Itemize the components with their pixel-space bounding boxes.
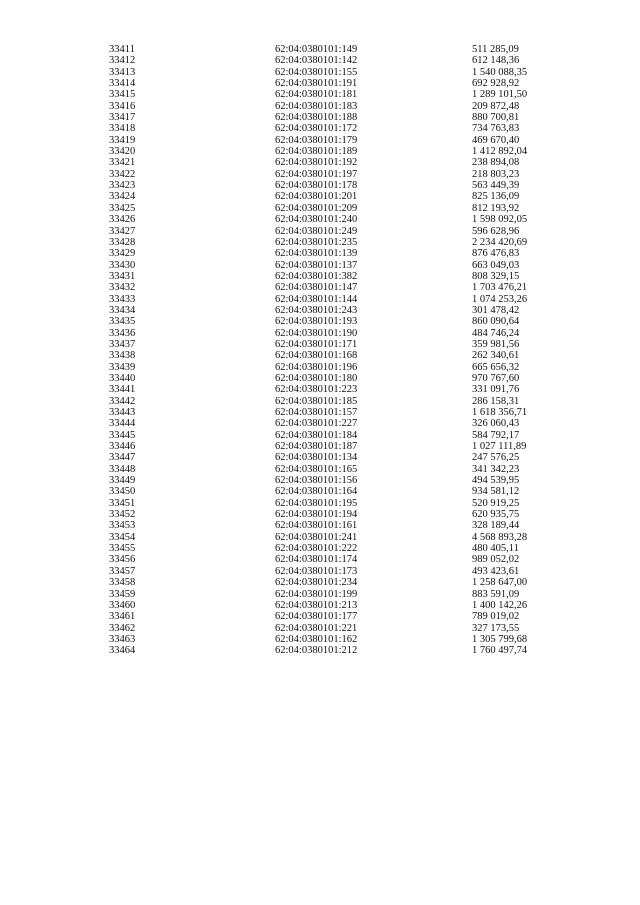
cadastral-number-cell: 62:04:0380101:249	[275, 225, 358, 237]
row-number-cell: 33416	[109, 100, 136, 112]
table-row	[109, 589, 572, 600]
cadastral-number-cell: 62:04:0380101:165	[275, 463, 358, 475]
cadastral-value-cell: 665 656,32	[472, 361, 520, 373]
row-number-cell: 33432	[109, 282, 136, 294]
cadastral-value-cell: 734 763,83	[472, 123, 520, 135]
table-row	[109, 645, 572, 656]
cadastral-number-cell: 62:04:0380101:212	[275, 645, 358, 657]
table-row	[109, 339, 572, 350]
table-row	[109, 373, 572, 384]
row-number-cell: 33413	[109, 66, 136, 78]
cadastral-number-cell: 62:04:0380101:221	[275, 622, 358, 634]
cadastral-value-cell: 596 628,96	[472, 225, 520, 237]
cadastral-number-cell: 62:04:0380101:142	[275, 55, 358, 67]
cadastral-value-cell: 1 027 111,89	[472, 441, 527, 453]
row-number-cell: 33422	[109, 168, 136, 180]
row-number-cell: 33453	[109, 520, 136, 532]
cadastral-number-cell: 62:04:0380101:137	[275, 259, 358, 271]
cadastral-value-cell: 286 158,31	[472, 395, 520, 407]
row-number-cell: 33421	[109, 157, 136, 169]
row-number-cell: 33433	[109, 293, 136, 305]
row-number-cell: 33447	[109, 452, 136, 464]
cadastral-number-cell: 62:04:0380101:168	[275, 350, 358, 362]
cadastral-value-cell: 880 700,81	[472, 112, 520, 124]
table-row	[109, 271, 572, 282]
table-row	[109, 532, 572, 543]
row-number-cell: 33448	[109, 463, 136, 475]
cadastral-value-cell: 970 767,60	[472, 372, 520, 384]
row-number-cell: 33429	[109, 248, 136, 260]
row-number-cell: 33441	[109, 384, 136, 396]
row-number-cell: 33420	[109, 146, 136, 158]
cadastral-number-cell: 62:04:0380101:188	[275, 112, 358, 124]
cadastral-number-cell: 62:04:0380101:190	[275, 327, 358, 339]
row-number-cell: 33449	[109, 475, 136, 487]
cadastral-number-cell: 62:04:0380101:144	[275, 293, 358, 305]
cadastral-number-cell: 62:04:0380101:197	[275, 168, 358, 180]
table-row	[109, 260, 572, 271]
cadastral-value-cell: 301 478,42	[472, 304, 520, 316]
table-row	[109, 554, 572, 565]
table-row	[109, 135, 572, 146]
table-row	[109, 452, 572, 463]
cadastral-number-cell: 62:04:0380101:235	[275, 236, 358, 248]
table-row	[109, 520, 572, 531]
table-row	[109, 294, 572, 305]
row-number-cell: 33431	[109, 270, 136, 282]
row-number-cell: 33411	[109, 44, 135, 55]
cadastral-value-cell: 469 670,40	[472, 134, 520, 146]
row-number-cell: 33424	[109, 191, 136, 203]
cadastral-value-cell: 262 340,61	[472, 350, 520, 362]
table-row	[109, 384, 572, 395]
table-row	[109, 214, 572, 225]
cadastral-number-cell: 62:04:0380101:179	[275, 134, 358, 146]
cadastral-number-cell: 62:04:0380101:139	[275, 248, 358, 260]
table-row	[109, 498, 572, 509]
table-row	[109, 464, 572, 475]
cadastral-number-cell: 62:04:0380101:184	[275, 429, 358, 441]
row-number-cell: 33428	[109, 236, 136, 248]
table-row	[109, 123, 572, 134]
table-row	[109, 67, 572, 78]
row-number-cell: 33418	[109, 123, 136, 135]
cadastral-number-cell: 62:04:0380101:201	[275, 191, 358, 203]
cadastral-value-cell: 209 872,48	[472, 100, 520, 112]
cadastral-value-cell: 1 074 253,26	[472, 293, 528, 305]
row-number-cell: 33454	[109, 531, 136, 543]
cadastral-number-cell: 62:04:0380101:243	[275, 304, 358, 316]
cadastral-value-cell: 692 928,92	[472, 78, 520, 90]
cadastral-number-cell: 62:04:0380101:234	[275, 577, 358, 589]
cadastral-value-cell: 563 449,39	[472, 180, 520, 192]
cadastral-number-cell: 62:04:0380101:161	[275, 520, 358, 532]
cadastral-value-cell: 584 792,17	[472, 429, 520, 441]
row-number-cell: 33446	[109, 441, 136, 453]
cadastral-number-cell: 62:04:0380101:157	[275, 407, 358, 418]
row-number-cell: 33444	[109, 418, 136, 430]
cadastral-value-cell: 326 060,43	[472, 418, 520, 430]
table-row	[109, 566, 572, 577]
cadastral-value-cell: 484 746,24	[472, 327, 520, 339]
cadastral-value-cell: 327 173,55	[472, 622, 520, 634]
table-row	[109, 600, 572, 611]
cadastral-number-cell: 62:04:0380101:240	[275, 214, 358, 226]
cadastral-value-cell: 1 540 088,35	[472, 66, 528, 78]
table-row	[109, 328, 572, 339]
row-number-cell: 33419	[109, 134, 136, 146]
cadastral-value-cell: 808 329,15	[472, 270, 520, 282]
row-number-cell: 33464	[109, 645, 136, 657]
cadastral-value-cell: 1 289 101,50	[472, 89, 528, 101]
table-row	[109, 486, 572, 497]
table-row	[109, 316, 572, 327]
cadastral-number-cell: 62:04:0380101:191	[275, 78, 358, 90]
row-number-cell: 33417	[109, 112, 136, 124]
cadastral-value-cell: 989 052,02	[472, 554, 520, 566]
row-number-cell: 33450	[109, 486, 136, 498]
cadastral-number-cell: 62:04:0380101:177	[275, 611, 358, 623]
table-row	[109, 89, 572, 100]
table-row	[109, 543, 572, 554]
cadastral-number-cell: 62:04:0380101:195	[275, 497, 358, 509]
table-row	[109, 396, 572, 407]
cadastral-number-cell: 62:04:0380101:382	[275, 270, 358, 282]
row-number-cell: 33457	[109, 565, 136, 577]
cadastral-number-cell: 62:04:0380101:187	[275, 441, 358, 453]
cadastral-value-cell: 1 760 497,74	[472, 645, 528, 657]
cadastral-value-cell: 493 423,61	[472, 565, 520, 577]
cadastral-value-cell: 520 919,25	[472, 497, 520, 509]
row-number-cell: 33439	[109, 361, 136, 373]
cadastral-value-cell: 480 405,11	[472, 543, 519, 555]
cadastral-value-cell: 4 568 893,28	[472, 531, 528, 543]
row-number-cell: 33455	[109, 543, 136, 555]
cadastral-value-cell: 612 148,36	[472, 55, 520, 67]
row-number-cell: 33427	[109, 225, 136, 237]
cadastral-number-cell: 62:04:0380101:164	[275, 486, 358, 498]
row-number-cell: 33415	[109, 89, 136, 101]
cadastral-number-cell: 62:04:0380101:199	[275, 588, 358, 600]
table-row	[109, 44, 572, 55]
cadastral-value-cell: 1 400 142,26	[472, 599, 528, 611]
table-row	[109, 577, 572, 588]
cadastral-number-cell: 62:04:0380101:185	[275, 395, 358, 407]
cadastral-value-cell: 825 136,09	[472, 191, 520, 203]
cadastral-value-cell: 934 581,12	[472, 486, 520, 498]
row-number-cell: 33456	[109, 554, 136, 566]
cadastral-value-cell: 247 576,25	[472, 452, 520, 464]
row-number-cell: 33452	[109, 509, 136, 521]
cadastral-value-cell: 812 193,92	[472, 202, 520, 214]
row-number-cell: 33461	[109, 611, 136, 623]
table-row	[109, 362, 572, 373]
table-row	[109, 430, 572, 441]
cadastral-number-cell: 62:04:0380101:183	[275, 100, 358, 112]
row-number-cell: 33412	[109, 55, 136, 67]
cadastral-number-cell: 62:04:0380101:162	[275, 633, 358, 645]
cadastral-value-cell: 620 935,75	[472, 509, 520, 521]
table-row	[109, 146, 572, 157]
cadastral-value-cell: 341 342,23	[472, 463, 520, 475]
cadastral-value-cell: 359 981,56	[472, 338, 520, 350]
cadastral-number-cell: 62:04:0380101:173	[275, 565, 358, 577]
cadastral-number-cell: 62:04:0380101:194	[275, 509, 358, 521]
cadastral-number-cell: 62:04:0380101:213	[275, 599, 358, 611]
cadastral-number-cell: 62:04:0380101:209	[275, 202, 358, 214]
cadastral-value-cell: 1 703 476,21	[472, 282, 528, 294]
cadastral-number-cell: 62:04:0380101:180	[275, 372, 358, 384]
cadastral-number-cell: 62:04:0380101:222	[275, 543, 358, 555]
table-row	[109, 248, 572, 259]
cadastral-number-cell: 62:04:0380101:181	[275, 89, 358, 101]
cadastral-value-table	[109, 44, 572, 657]
row-number-cell: 33458	[109, 577, 136, 589]
table-row	[109, 282, 572, 293]
cadastral-value-cell: 876 476,83	[472, 248, 520, 260]
row-number-cell: 33426	[109, 214, 136, 226]
row-number-cell: 33434	[109, 304, 136, 316]
table-row	[109, 191, 572, 202]
cadastral-value-cell: 494 539,95	[472, 475, 520, 487]
table-row	[109, 169, 572, 180]
table-row	[109, 475, 572, 486]
table-row	[109, 78, 572, 89]
cadastral-number-cell: 62:04:0380101:227	[275, 418, 358, 430]
table-row	[109, 157, 572, 168]
cadastral-number-cell: 62:04:0380101:134	[275, 452, 358, 464]
cadastral-number-cell: 62:04:0380101:156	[275, 475, 358, 487]
cadastral-number-cell: 62:04:0380101:155	[275, 66, 358, 78]
table-row	[109, 203, 572, 214]
row-number-cell: 33425	[109, 202, 136, 214]
row-number-cell: 33414	[109, 78, 136, 90]
cadastral-value-cell: 218 803,23	[472, 168, 520, 180]
row-number-cell: 33440	[109, 372, 136, 384]
table-row	[109, 407, 572, 418]
cadastral-value-cell: 331 091,76	[472, 384, 520, 396]
cadastral-number-cell: 62:04:0380101:241	[275, 531, 358, 543]
cadastral-number-cell: 62:04:0380101:172	[275, 123, 358, 135]
row-number-cell: 33436	[109, 327, 136, 339]
table-row	[109, 623, 572, 634]
cadastral-value-cell: 1 618 356,71	[472, 407, 528, 418]
cadastral-number-cell: 62:04:0380101:178	[275, 180, 358, 192]
row-number-cell: 33451	[109, 497, 136, 509]
row-number-cell: 33462	[109, 622, 136, 634]
table-row	[109, 350, 572, 361]
cadastral-value-cell: 1 258 647,00	[472, 577, 528, 589]
cadastral-value-cell: 663 049,03	[472, 259, 520, 271]
table-body	[109, 44, 572, 657]
row-number-cell: 33463	[109, 633, 136, 645]
cadastral-number-cell: 62:04:0380101:171	[275, 338, 358, 350]
table-row	[109, 509, 572, 520]
row-number-cell: 33437	[109, 338, 136, 350]
table-row	[109, 305, 572, 316]
row-number-cell: 33438	[109, 350, 136, 362]
cadastral-value-cell: 2 234 420,69	[472, 236, 528, 248]
row-number-cell: 33435	[109, 316, 136, 328]
cadastral-value-cell: 238 894,08	[472, 157, 520, 169]
cadastral-number-cell: 62:04:0380101:149	[275, 44, 358, 55]
table-row	[109, 226, 572, 237]
row-number-cell: 33423	[109, 180, 136, 192]
table-row	[109, 237, 572, 248]
cadastral-value-cell: 1 305 799,68	[472, 633, 528, 645]
cadastral-number-cell: 62:04:0380101:196	[275, 361, 358, 373]
cadastral-value-cell: 511 285,09	[472, 44, 519, 55]
table-row	[109, 180, 572, 191]
row-number-cell: 33445	[109, 429, 136, 441]
table-row	[109, 441, 572, 452]
cadastral-number-cell: 62:04:0380101:223	[275, 384, 358, 396]
row-number-cell: 33443	[109, 407, 136, 418]
table-row	[109, 55, 572, 66]
cadastral-number-cell: 62:04:0380101:189	[275, 146, 358, 158]
cadastral-value-cell: 860 090,64	[472, 316, 520, 328]
table-row	[109, 634, 572, 645]
table-row	[109, 611, 572, 622]
table-row	[109, 112, 572, 123]
cadastral-value-cell: 328 189,44	[472, 520, 520, 532]
cadastral-number-cell: 62:04:0380101:147	[275, 282, 358, 294]
cadastral-number-cell: 62:04:0380101:174	[275, 554, 358, 566]
cadastral-value-cell: 1 598 092,05	[472, 214, 528, 226]
cadastral-number-cell: 62:04:0380101:192	[275, 157, 358, 169]
cadastral-value-cell: 883 591,09	[472, 588, 520, 600]
cadastral-number-cell: 62:04:0380101:193	[275, 316, 358, 328]
row-number-cell: 33459	[109, 588, 136, 600]
row-number-cell: 33442	[109, 395, 136, 407]
cadastral-value-cell: 1 412 892,04	[472, 146, 528, 158]
row-number-cell: 33460	[109, 599, 136, 611]
table-row	[109, 101, 572, 112]
cadastral-value-cell: 789 019,02	[472, 611, 520, 623]
row-number-cell: 33430	[109, 259, 136, 271]
table-row	[109, 418, 572, 429]
